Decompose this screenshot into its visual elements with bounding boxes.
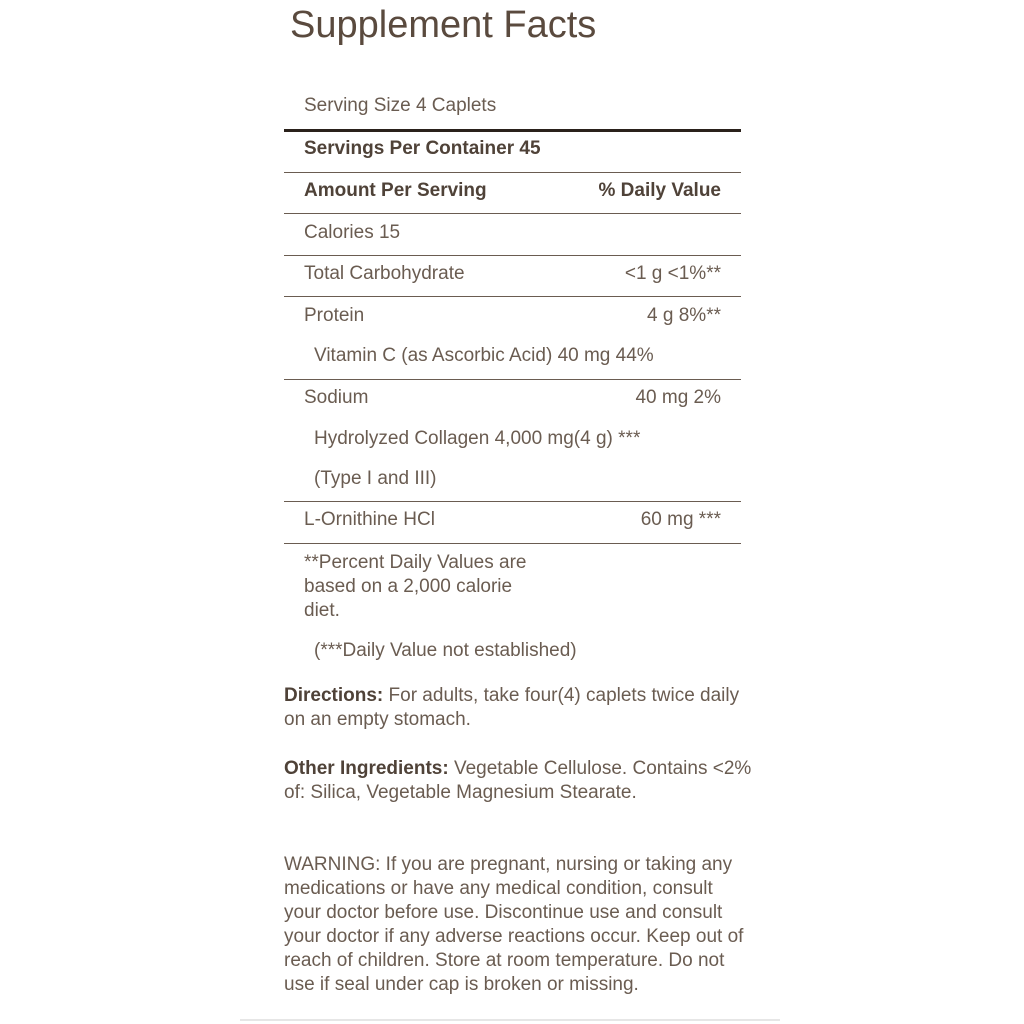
directions-text: For adults, take four(4) caplets twice daily on an empty stomach.	[284, 685, 740, 730]
row-sodium-value: 40 mg 2%	[635, 387, 721, 408]
row-collagen-type: (Type I and III)	[314, 468, 437, 489]
divider	[284, 213, 741, 214]
other-ingredients-text: Vegetable Cellulose. Contains <2% of: Silica, Vegetable Magnesium Stearate.	[284, 758, 752, 803]
divider	[284, 296, 741, 297]
row-vitamin-c: Vitamin C (as Ascorbic Acid) 40 mg 44%	[314, 345, 654, 366]
row-carbohydrate-value: <1 g <1%**	[624, 263, 721, 284]
directions-label: Directions:	[284, 685, 384, 706]
directions	[284, 684, 754, 732]
divider	[284, 379, 741, 380]
warning: WARNING: If you are pregnant, nursing or taking any medications or have any medical condition, consult your doctor before use. Discontinue use and consult your doctor if any adverse reactions occur. Keep out of reach of children. Store at room temperature. Do not use if seal under cap is broken or missing.	[284, 854, 744, 995]
row-carbohydrate: Total Carbohydrate	[304, 263, 465, 284]
thick-divider	[284, 129, 741, 132]
dv-header: % Daily Value	[598, 180, 721, 201]
footnote-dv: (***Daily Value not established)	[314, 640, 577, 661]
row-protein: Protein	[304, 305, 365, 326]
row-calories: Calories 15	[304, 222, 401, 243]
other-ingredients	[284, 757, 754, 805]
bottom-divider	[240, 1019, 780, 1021]
footnote-line: diet.	[304, 600, 340, 621]
footnote-line: based on a 2,000 calorie	[304, 576, 513, 597]
serving-size: Serving Size 4 Caplets	[304, 95, 497, 116]
page-title: Supplement Facts	[290, 4, 597, 46]
footnote-line: **Percent Daily Values are	[304, 552, 527, 573]
row-protein-value: 4 g 8%**	[647, 305, 721, 326]
divider	[284, 543, 741, 544]
row-sodium: Sodium	[304, 387, 369, 408]
other-ingredients-label: Other Ingredients:	[284, 758, 449, 779]
servings-per-container: Servings Per Container 45	[304, 138, 541, 159]
row-ornithine: L-Ornithine HCl	[304, 509, 435, 530]
divider	[284, 501, 741, 502]
row-ornithine-value: 60 mg ***	[640, 509, 721, 530]
divider	[284, 255, 741, 256]
amount-header: Amount Per Serving	[304, 180, 487, 201]
row-collagen: Hydrolyzed Collagen 4,000 mg(4 g) ***	[314, 428, 641, 449]
divider	[284, 172, 741, 173]
